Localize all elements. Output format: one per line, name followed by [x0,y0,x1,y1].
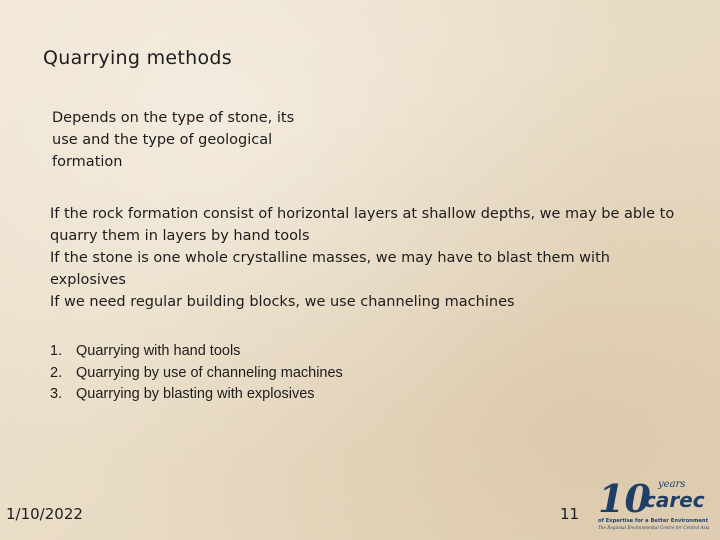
logo-years: years [658,479,686,490]
logo-brand: carec [644,488,705,512]
body-paragraphs [50,203,675,313]
list-number: 3. [50,386,63,402]
paragraph: If the stone is one whole crystalline masses, we may have to blast them with explosives [50,250,610,288]
list-label: Quarrying by use of channeling machines [76,364,343,381]
paragraph: If the rock formation consist of horizontal layers at shallow depths, we may be able to quarry them in layers by hand tools [50,206,675,244]
slide-title: Quarrying methods [43,47,232,69]
list-item [50,384,343,406]
paragraph: If we need regular building blocks, we use channeling machines [50,294,515,310]
logo-tagline-1: of Expertise for a Better Environment [598,518,709,524]
page-number: 11 [560,505,580,523]
logo-ten: 10 [598,476,651,521]
methods-list [50,341,343,406]
list-label: Quarrying with hand tools [76,343,241,359]
list-number: 2. [50,364,63,381]
carec-logo [596,474,714,534]
intro-text: Depends on the type of stone, its use and the type of geological formation [52,110,295,170]
logo-tagline-2: The Regional Environmental Centre for Central Asia [598,525,710,530]
list-label: Quarrying by blasting with explosives [76,386,315,402]
list-item [50,363,343,385]
list-number: 1. [50,343,63,359]
list-item [50,341,343,363]
footer-date: 1/10/2022 [6,505,83,523]
